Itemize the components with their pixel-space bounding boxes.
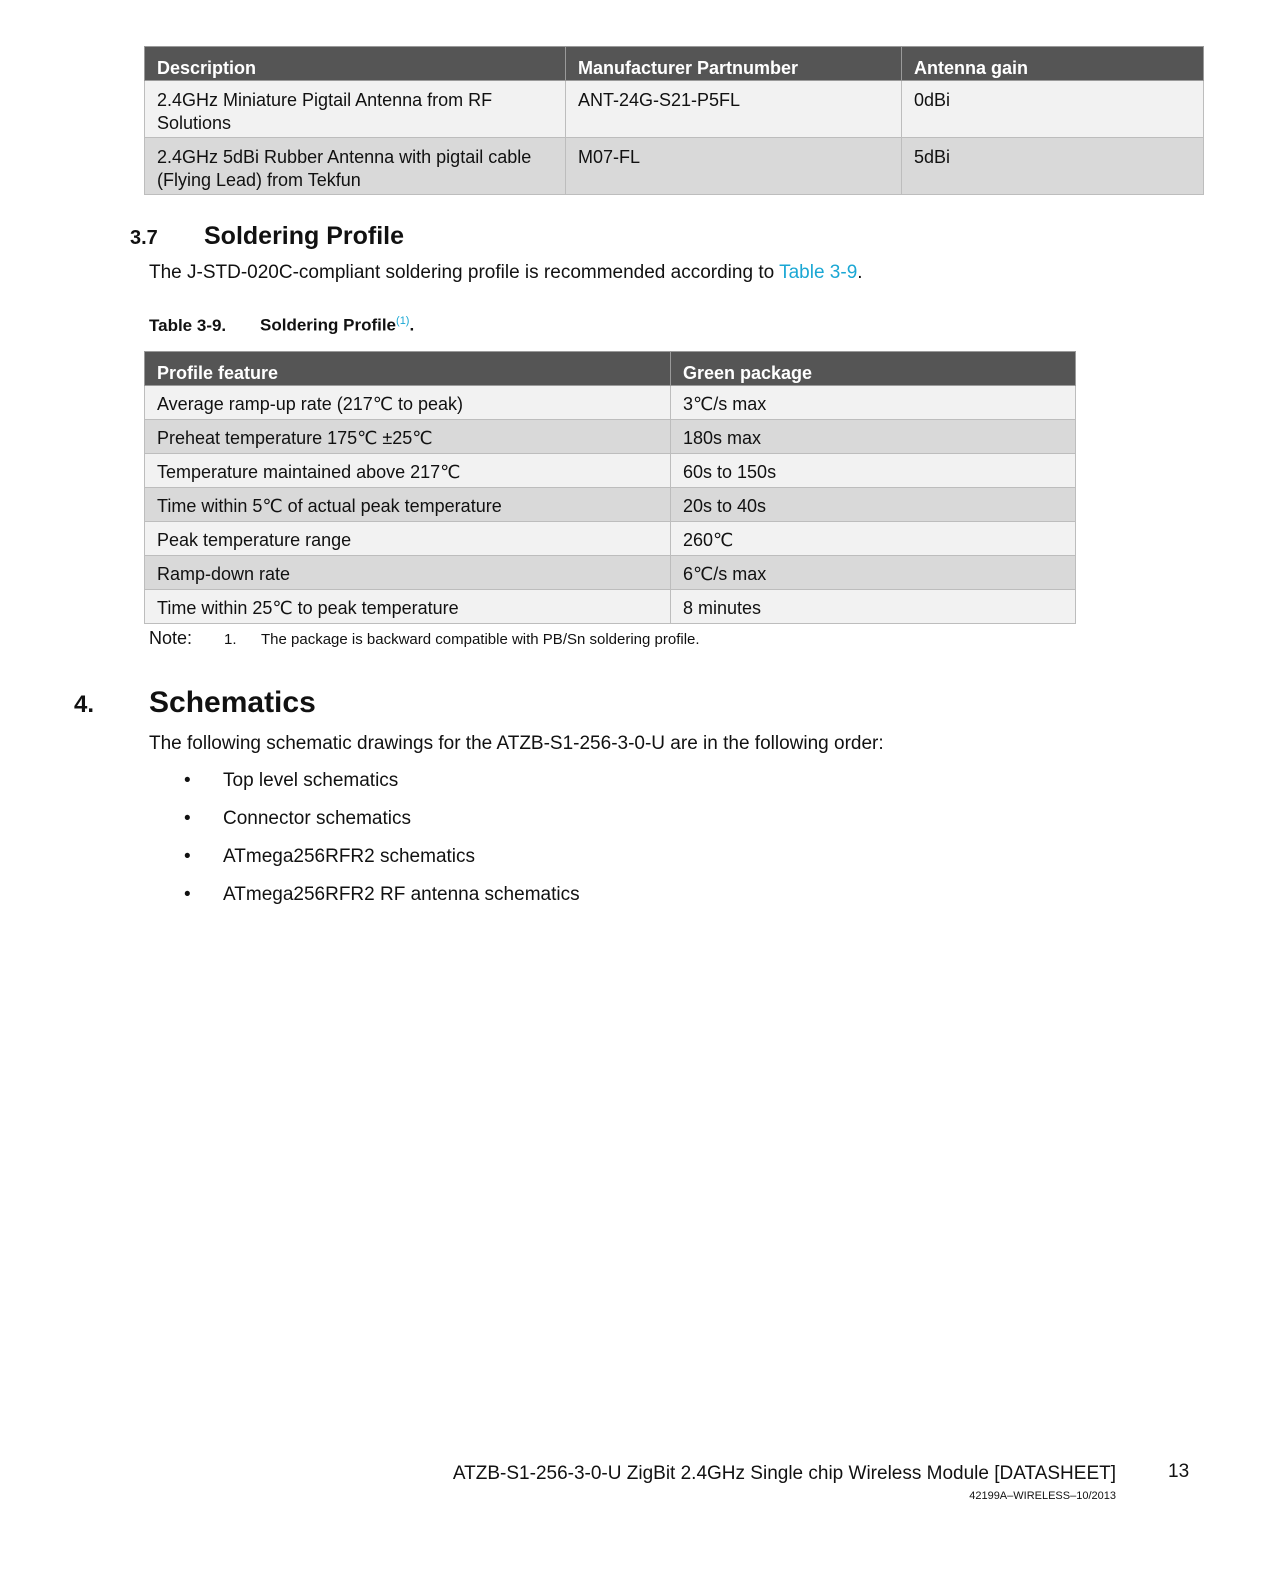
- section-3-7-heading: [130, 222, 404, 251]
- table-row: [145, 81, 1204, 138]
- table-cell: 5dBi: [902, 138, 1204, 195]
- table-cell: Temperature maintained above 217℃: [145, 454, 671, 488]
- table-cell: Average ramp-up rate (217℃ to peak): [145, 386, 671, 420]
- table-cell: 0dBi: [902, 81, 1204, 138]
- antenna-col-gain: Antenna gain: [902, 47, 1204, 81]
- table-3-9-link[interactable]: Table 3-9: [779, 262, 858, 283]
- note-label: Note:: [149, 628, 193, 648]
- page-number: 13: [1168, 1461, 1190, 1482]
- table-cell: Time within 25℃ to peak temperature: [145, 590, 671, 624]
- table-cell: 180s max: [671, 420, 1076, 454]
- footer-title: ATZB-S1-256-3-0-U ZigBit 2.4GHz Single chip Wireless Module [DATASHEET]: [452, 1463, 1116, 1484]
- list-item: [184, 884, 580, 922]
- list-item: [184, 846, 580, 884]
- footer-doc-id: 42199A–WIRELESS–10/2013: [969, 1490, 1116, 1502]
- antenna-col-description: Description: [145, 47, 566, 81]
- bullet-icon: •: [184, 808, 191, 829]
- section-4-intro: The following schematic drawings for the ATZB-S1-256-3-0-U are in the following order:: [149, 733, 884, 754]
- table-row: [145, 590, 1076, 624]
- bullet-icon: •: [184, 846, 191, 867]
- antenna-table: [144, 46, 1204, 195]
- col-green-package: Green package: [671, 352, 1076, 386]
- table-row: [145, 454, 1076, 488]
- note-text: The package is backward compatible with PB/Sn soldering profile.: [261, 631, 700, 648]
- bullet-icon: •: [184, 884, 191, 905]
- body-text-end: .: [857, 262, 863, 283]
- table-cell: Preheat temperature 175℃ ±25℃: [145, 420, 671, 454]
- col-profile-feature: Profile feature: [145, 352, 671, 386]
- section-title: Schematics: [149, 686, 316, 719]
- table-row: [145, 556, 1076, 590]
- table-cell: M07-FL: [566, 138, 902, 195]
- list-item: [184, 808, 580, 846]
- list-item-text: Connector schematics: [223, 808, 411, 829]
- table-cell: Ramp-down rate: [145, 556, 671, 590]
- antenna-col-partnumber: Manufacturer Partnumber: [566, 47, 902, 81]
- table-cell: Time within 5℃ of actual peak temperature: [145, 488, 671, 522]
- note-number: 1.: [224, 631, 237, 648]
- list-item-text: Top level schematics: [223, 770, 399, 791]
- section-3-7-body: [149, 262, 863, 284]
- soldering-table-header: [145, 352, 1076, 386]
- table-cell: 60s to 150s: [671, 454, 1076, 488]
- body-text: The J-STD-020C-compliant soldering profile is recommended according to: [149, 262, 780, 283]
- caption-footnote-link[interactable]: (1): [396, 315, 410, 327]
- table-cell: 8 minutes: [671, 590, 1076, 624]
- table-cell: 2.4GHz 5dBi Rubber Antenna with pigtail cable (Flying Lead) from Tekfun: [145, 138, 566, 195]
- table-caption: [149, 315, 414, 336]
- section-4-heading: [74, 686, 316, 720]
- table-row: [145, 138, 1204, 195]
- section-number: 3.7: [130, 227, 158, 249]
- antenna-table-header: [145, 47, 1204, 81]
- table-row: [145, 386, 1076, 420]
- table-row: [145, 522, 1076, 556]
- bullet-icon: •: [184, 770, 191, 791]
- table-row: [145, 488, 1076, 522]
- list-item-text: ATmega256RFR2 RF antenna schematics: [223, 884, 580, 905]
- table-cell: 3℃/s max: [671, 386, 1076, 420]
- list-item-text: ATmega256RFR2 schematics: [223, 846, 476, 867]
- section-title: Soldering Profile: [204, 222, 405, 250]
- soldering-profile-table: [144, 351, 1076, 624]
- caption-number: Table 3-9.: [149, 315, 227, 335]
- table-cell: ANT-24G-S21-P5FL: [566, 81, 902, 138]
- table-note: [149, 628, 700, 649]
- table-cell: 6℃/s max: [671, 556, 1076, 590]
- caption-end: .: [409, 315, 415, 335]
- table-cell: 20s to 40s: [671, 488, 1076, 522]
- table-cell: Peak temperature range: [145, 522, 671, 556]
- table-cell: 2.4GHz Miniature Pigtail Antenna from RF Solutions: [145, 81, 566, 138]
- section-number: 4.: [74, 691, 95, 718]
- caption-title: Soldering Profile: [260, 315, 397, 335]
- schematics-list: [184, 770, 580, 922]
- list-item: [184, 770, 580, 808]
- table-cell: 260℃: [671, 522, 1076, 556]
- table-row: [145, 420, 1076, 454]
